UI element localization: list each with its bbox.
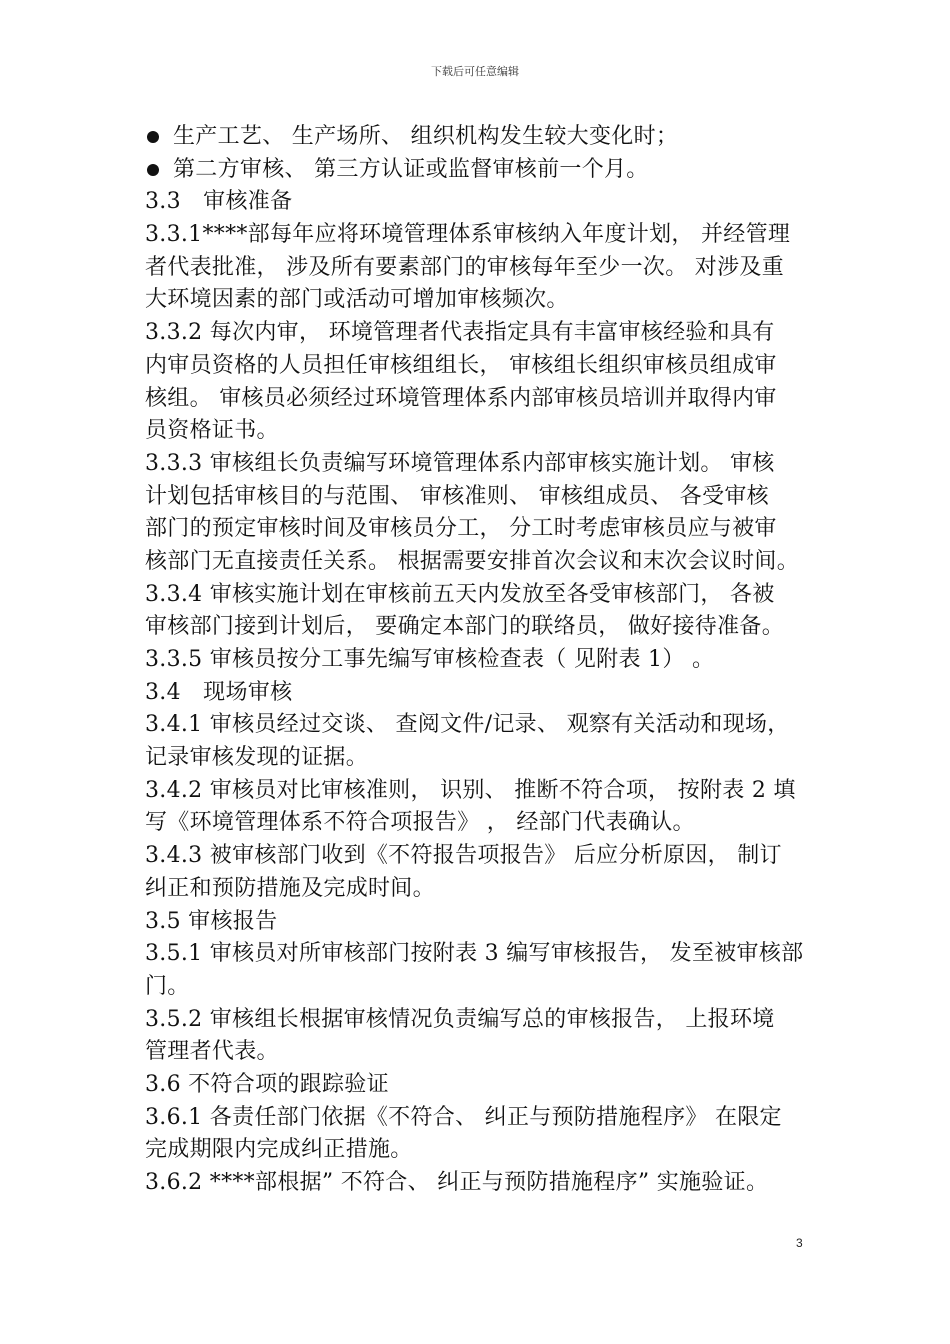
paragraph-line: 3.3.4 审核实施计划在审核前五天内发放至各受审核部门， 各被 xyxy=(145,581,775,607)
paragraph-line: 3.4.3 被审核部门收到《不符报告项报告》 后应分析原因， 制订 xyxy=(145,843,782,869)
paragraph-line: 者代表批准， 涉及所有要素部门的审核每年至少一次。 对涉及重 xyxy=(145,254,784,280)
paragraph-line: 核部门无直接责任关系。 根据需要安排首次会议和末次会议时间。 xyxy=(145,548,799,574)
paragraph-line: 员资格证书。 xyxy=(145,418,279,444)
paragraph-line: 纠正和预防措施及完成时间。 xyxy=(145,875,435,901)
paragraph-line: 记录审核发现的证据。 xyxy=(145,745,369,771)
section-heading: 3.5 审核报告 xyxy=(145,908,278,934)
bullet-item xyxy=(145,121,825,154)
paragraph-line: 管理者代表。 xyxy=(145,1039,279,1065)
paragraph-line: 3.6.2 ****部根据” 不符合、 纠正与预防措施程序” 实施验证。 xyxy=(145,1170,769,1195)
paragraph-line: 3.3.5 审核员按分工事先编写审核检查表（ 见附表 1） 。 xyxy=(145,647,715,672)
paragraph-line: 完成期限内完成纠正措施。 xyxy=(145,1137,413,1163)
document-body xyxy=(145,121,825,1200)
section-heading: 3.6 不符合项的跟踪验证 xyxy=(145,1071,389,1097)
bullet-dot-icon xyxy=(147,131,159,143)
page-number: 3 xyxy=(796,1236,803,1250)
paragraph-line: 写《环境管理体系不符合项报告》 ， 经部门代表确认。 xyxy=(145,810,695,836)
paragraph-line: 3.3.3 审核组长负责编写环境管理体系内部审核实施计划。 审核 xyxy=(145,450,775,476)
paragraph-line: 核组。 审核员必须经过环境管理体系内部审核员培训并取得内审 xyxy=(145,385,777,411)
paragraph-line: 3.4.2 审核员对比审核准则， 识别、 推断不符合项， 按附表 2 填 xyxy=(145,777,796,803)
section-heading: 3.4 现场审核 xyxy=(145,679,293,705)
bullet-text: 生产工艺、 生产场所、 组织机构发生较大变化时； xyxy=(173,124,679,149)
paragraph-line: 3.3.1****部每年应将环境管理体系审核纳入年度计划， 并经管理 xyxy=(145,222,791,248)
paragraph-line: 3.5.1 审核员对所审核部门按附表 3 编写审核报告， 发至被审核部 xyxy=(145,941,804,967)
bullet-dot-icon xyxy=(147,164,159,176)
bullet-text: 第二方审核、 第三方认证或监督审核前一个月。 xyxy=(173,156,649,182)
paragraph-line: 部门的预定审核时间及审核员分工， 分工时考虑审核员应与被审 xyxy=(145,516,777,542)
paragraph-line: 3.6.1 各责任部门依据《不符合、 纠正与预防措施程序》 在限定 xyxy=(145,1104,782,1130)
paragraph-line: 门。 xyxy=(145,973,190,999)
paragraph-line: 3.5.2 审核组长根据审核情况负责编写总的审核报告， 上报环境 xyxy=(145,1006,775,1032)
section-heading: 3.3 审核准备 xyxy=(145,189,293,215)
paragraph-line: 3.3.2 每次内审， 环境管理者代表指定具有丰富审核经验和具有 xyxy=(145,320,775,346)
page-header: 下载后可任意编辑 xyxy=(431,65,519,78)
paragraph-line: 审核部门接到计划后， 要确定本部门的联络员， 做好接待准备。 xyxy=(145,614,784,640)
paragraph-line: 内审员资格的人员担任审核组组长， 审核组长组织审核员组成审 xyxy=(145,352,777,378)
paragraph-line: 大环境因素的部门或活动可增加审核频次。 xyxy=(145,287,569,313)
paragraph-line: 3.4.1 审核员经过交谈、 查阅文件/记录、 观察有关活动和现场， xyxy=(145,712,790,738)
paragraph-line: 计划包括审核目的与范围、 审核准则、 审核组成员、 各受审核 xyxy=(145,483,769,509)
bullet-item xyxy=(145,154,825,187)
